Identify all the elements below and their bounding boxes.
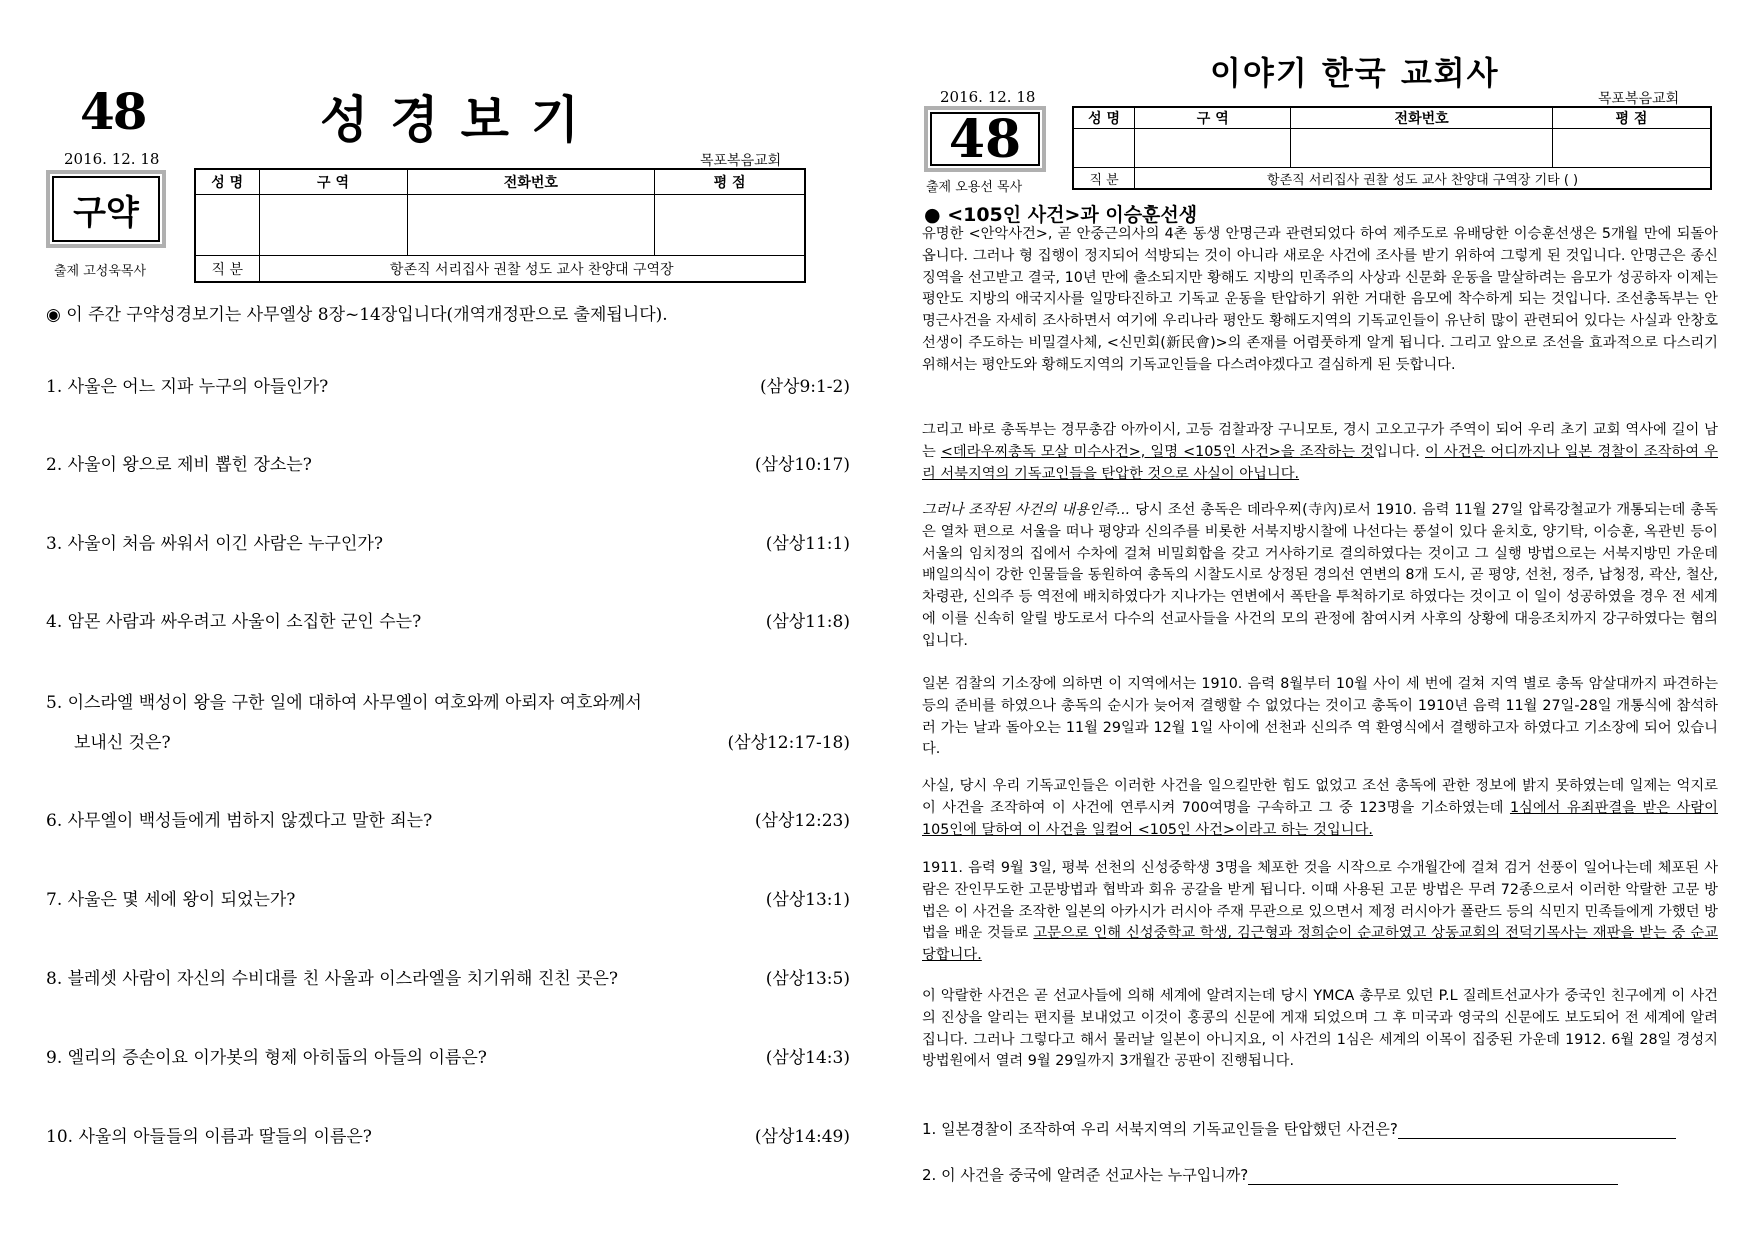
question-item xyxy=(46,688,846,713)
question-item-cont xyxy=(46,728,850,753)
question-ref: (삼상12:17-18) xyxy=(727,733,850,753)
score-field[interactable] xyxy=(1552,129,1711,168)
question-item xyxy=(46,1043,850,1068)
article-paragraph: 사실, 당시 우리 기독교인들은 이러한 사건을 일으킬만한 힘도 없었고 조선 총독에 관한 정보에 밝지 못하였는데 일제는 억지로 이 사건을 조작하여 이 사건에 연루시켜 700여명을 구속하고 그 중 123명을 기소하였는데 1심에서 유죄판결을 받은 사람이 105인에 달하여 이 사건을 일컬어 <105인 사건>이라고 하는 것입니다. xyxy=(922,778,1718,838)
answer-line[interactable] xyxy=(1398,1122,1676,1139)
score-field[interactable] xyxy=(655,195,805,256)
question-text: 10. 사울의 아들들의 이름과 딸들의 이름은? xyxy=(46,1127,372,1147)
article-paragraph: 이 악랄한 사건은 곧 선교사들에 의해 세계에 알려지는데 당시 YMCA 총무로 있던 P.L 질레트선교사가 중국인 친구에게 이 사건의 진상을 알리는 편지를 보내었고 이것이 홍콩의 신문에 게재 되었으며 그 후 미국과 영국의 신문에도 보도되어 전 세계에 알려집니다. 그러나 그렇다고 해서 물러날 일본이 아니지요, 이 사건의 1심은 세계의 이목이 집중된 가운데 1912. 6월 28일 경성지방법원에서 열려 9월 29일까지 3개월간 공판이 진행됩니다. xyxy=(922,988,1718,1070)
header-phone: 전화번호 xyxy=(1291,107,1552,129)
district-field[interactable] xyxy=(1135,129,1291,168)
question-text: 8. 블레셋 사람이 자신의 수비대를 친 사울과 이스라엘을 치기위해 진친 곳은? xyxy=(46,969,619,989)
left-notice: ◉ 이 주간 구약성경보기는 사무엘상 8장~14장입니다(개역개정판으로 출제됩니다). xyxy=(46,305,668,325)
question-item xyxy=(46,1122,850,1147)
question-text: 1. 사울은 어느 지파 누구의 아들인가? xyxy=(46,377,329,397)
question-ref: (삼상11:1) xyxy=(765,534,850,554)
left-church-name: 목포복음교회 xyxy=(700,153,782,169)
question-text: 2. 사울이 왕으로 제비 뽑힌 장소는? xyxy=(46,455,312,475)
position-options[interactable]: 항존직 서리집사 권찰 성도 교사 찬양대 구역장 xyxy=(259,256,805,283)
question-item xyxy=(46,372,850,397)
left-issue-number: 48 xyxy=(80,82,146,141)
underlined-text: 이 사건은 어디까지나 일본 경찰이 조작하여 우리 서북지역의 기독교인들을 탄압한 것으로 사실이 아닙니다. xyxy=(922,443,1718,482)
left-page-title: 성경보기 xyxy=(320,90,602,149)
question-item xyxy=(46,806,850,831)
header-district: 구 역 xyxy=(1135,107,1291,129)
position-label: 직 분 xyxy=(1073,168,1135,190)
right-issue-number: 48 xyxy=(924,106,1046,172)
question-ref: (삼상10:17) xyxy=(754,455,850,475)
position-options[interactable]: 항존직 서리집사 권찰 성도 교사 찬양대 구역장 기타 ( ) xyxy=(1135,168,1711,190)
question-text: 3. 사울이 처음 싸워서 이긴 사람은 누구인가? xyxy=(46,534,383,554)
right-page-title: 이야기 한국 교회사 xyxy=(1210,54,1500,92)
question-text: 6. 사무엘이 백성들에게 범하지 않겠다고 말한 죄는? xyxy=(46,811,433,831)
answer-line[interactable] xyxy=(1248,1168,1618,1185)
testament-badge: 구약 xyxy=(46,170,166,248)
question-ref: (삼상14:49) xyxy=(754,1127,850,1147)
header-score: 평 점 xyxy=(1552,107,1711,129)
question-ref: (삼상13:1) xyxy=(765,890,850,910)
header-phone: 전화번호 xyxy=(407,169,655,195)
question-item xyxy=(46,450,850,475)
article-paragraph: 그러나 조작된 사건의 내용인즉... 당시 조선 총독은 데라우찌(寺內)로서 1910. 음력 11월 27일 압록강철교가 개통되는데 총독은 열차 편으로 서울을 떠나 평양과 신의주를 비롯한 서북지방시찰에 나선다는 풍설이 있다 윤치호, 양기탁, 이승훈, 옥관빈 등이 서울의 임치정의 집에서 수차에 걸쳐 비밀회합을 갖고 거사하기로 결의하였다는 것이고 그 실행 방법으로는 서북지방민 가운데 배일의식이 강한 인물들을 동원하여 총독의 시찰도시로 상정된 경의선 연변의 8개 도시, 곧 평양, 선천, 정주, 납청정, 곽산, 철산, 차령관, 신의주 등 역전에 배치하였다가 지나가는 연변에서 폭탄을 투척하기로 하였다는 것이고 이 일이 성공하였을 경우 전 세계에 이를 신속히 알릴 방도로서 다수의 선교사들을 사건의 모의 관정에 참여시켜 사후의 상황에 대응조치까지 강구하였다는 혐의입니다. xyxy=(922,502,1718,649)
article-paragraph: 그리고 바로 총독부는 경무총감 아까이시, 고등 검찰과장 구니모토, 경시 고오고구가 주역이 되어 우리 초기 교회 역사에 길이 남는 <데라우찌총독 모살 미수사건>, 일명 <105인 사건>을 조작하는 것입니다. 이 사건은 어디까지나 일본 경찰이 조작하여 우리 서북지역의 기독교인들을 탄압한 것으로 사실이 아닙니다. xyxy=(922,422,1718,482)
question-ref: (삼상13:5) xyxy=(765,969,850,989)
article-paragraph: 일본 검찰의 기소장에 의하면 이 지역에서는 1910. 음력 8월부터 10월 사이 세 번에 걸쳐 지역 별로 총독 암살대까지 파견하는 등의 준비를 하였으나 총독의 순시가 늦어져 결행할 수 없었다는 것이고 총독이 1910년 음력 11월 27일-28일 개통식에 참석하러 가는 날과 돌아오는 11월 29일과 12월 1일 사이에 선천과 신의주 역 환영식에서 결행하고자 하였다고 기소장에 되어 있습니다. xyxy=(922,676,1718,758)
header-name: 성 명 xyxy=(1073,107,1135,129)
district-field[interactable] xyxy=(259,195,407,256)
question-ref: (삼상9:1-2) xyxy=(759,377,850,397)
question-item xyxy=(46,529,850,554)
left-info-table xyxy=(194,168,806,283)
question-text: 7. 사울은 몇 세에 왕이 되었는가? xyxy=(46,890,296,910)
header-name: 성 명 xyxy=(195,169,259,195)
question-item xyxy=(46,964,850,989)
name-field[interactable] xyxy=(1073,129,1135,168)
phone-field[interactable] xyxy=(1291,129,1552,168)
article-heading: ● <105인 사건>과 이승훈선생 xyxy=(924,204,1198,226)
left-date: 2016. 12. 18 xyxy=(64,150,160,168)
header-district: 구 역 xyxy=(259,169,407,195)
question-text: 9. 엘리의 증손이요 이가봇의 형제 아히둡의 아들의 이름은? xyxy=(46,1048,487,1068)
header-score: 평 점 xyxy=(655,169,805,195)
right-date: 2016. 12. 18 xyxy=(940,88,1036,106)
phone-field[interactable] xyxy=(407,195,655,256)
article-paragraph: 유명한 <안악사건>, 곧 안중근의사의 4촌 동생 안명근과 관련되었다 하여 제주도로 유배당한 이승훈선생은 5개월 만에 되돌아옵니다. 그러나 형 집행이 정지되어 석방되는 것이 아니라 새로운 사건에 조사를 받기 위하여 그렇게 된 것입니다. 안명근은 종신징역을 선고받고 결국, 10년 만에 출소되지만 황해도 지방의 민족주의 사상과 신문화 운동을 말살하려는 음모가 성공하자 이제는 평안도 지방의 애국지사를 일망타진하고 기독교 운동을 탄압하기 위한 거대한 음모에 착수하게 되는 것입니다. 조선총독부는 안명근사건을 자세히 조사하면서 여기에 우리나라 평안도 황해도지역의 기독교인들이 유난히 많이 관련되어 있다는 사실과 안창호선생이 주도하는 비밀결사체, <신민회(新民會)>의 존재를 어렴풋하게 알게 됩니다. 그리고 앞으로 조선을 효과적으로 다스리기 위해서는 평안도와 황해도지역의 기독교인들을 다스려야겠다고 결심하게 된 듯합니다. xyxy=(922,226,1718,373)
underlined-text: 고문으로 인해 신성중학교 학생, 김근형과 정희순이 순교하였고 상동교회의 전덕기목사는 재판을 받는 중 순교당합니다. xyxy=(922,925,1719,964)
name-field[interactable] xyxy=(195,195,259,256)
italic-intro: 그러나 조작된 사건의 내용인즉... xyxy=(922,502,1131,518)
question-item xyxy=(46,885,850,910)
question-text: 보내신 것은? xyxy=(74,733,171,753)
question-text: 4. 암몬 사람과 싸우려고 사울이 소집한 군인 수는? xyxy=(46,612,422,632)
right-author: 출제 오용선 목사 xyxy=(926,180,1023,195)
article-paragraph: 1911. 음력 9월 3일, 평북 선천의 신성중학생 3명을 체포한 것을 시작으로 수개월간에 걸쳐 검거 선풍이 일어나는데 체포된 사람은 잔인무도한 고문방법과 협박과 회유 공갈을 받게 됩니다. 이때 사용된 고문 방법은 무려 72종으로서 이러한 악랄한 고문 방법은 이 사건을 조작한 일본의 아카시가 러시아 주재 무관으로 있으면서 제정 러시아가 폴란드 등의 식민지 민족들에게 가했던 방법을 배운 것들로 고문으로 인해 신성중학교 학생, 김근형과 정희순이 순교하였고 상동교회의 전덕기목사는 재판을 받는 중 순교당합니다. xyxy=(922,860,1719,964)
underlined-text: 1심에서 유죄판결을 받은 사람이 105인에 달하여 이 사건을 일컬어 <105인 사건>이라고 하는 것입니다. xyxy=(922,799,1718,838)
right-info-table xyxy=(1072,106,1712,190)
question-text: 5. 이스라엘 백성이 왕을 구한 일에 대하여 사무엘이 여호와께 아뢰자 여호와께서 xyxy=(46,693,642,713)
question-ref: (삼상12:23) xyxy=(754,811,850,831)
question-ref: (삼상11:8) xyxy=(765,612,850,632)
right-question: 2. 이 사건을 중국에 알려준 선교사는 누구입니까? xyxy=(922,1164,1618,1185)
position-label: 직 분 xyxy=(195,256,259,283)
right-question: 1. 일본경찰이 조작하여 우리 서북지역의 기독교인들을 탄압했던 사건은? xyxy=(922,1118,1676,1139)
left-author: 출제 고성욱목사 xyxy=(54,264,147,279)
question-item xyxy=(46,607,850,632)
underlined-text: <데라우찌총독 모살 미수사건>, 일명 <105인 사건>을 조작하는 것 xyxy=(940,443,1374,460)
question-ref: (삼상14:3) xyxy=(765,1048,850,1068)
right-church-name: 목포복음교회 xyxy=(1598,91,1680,107)
